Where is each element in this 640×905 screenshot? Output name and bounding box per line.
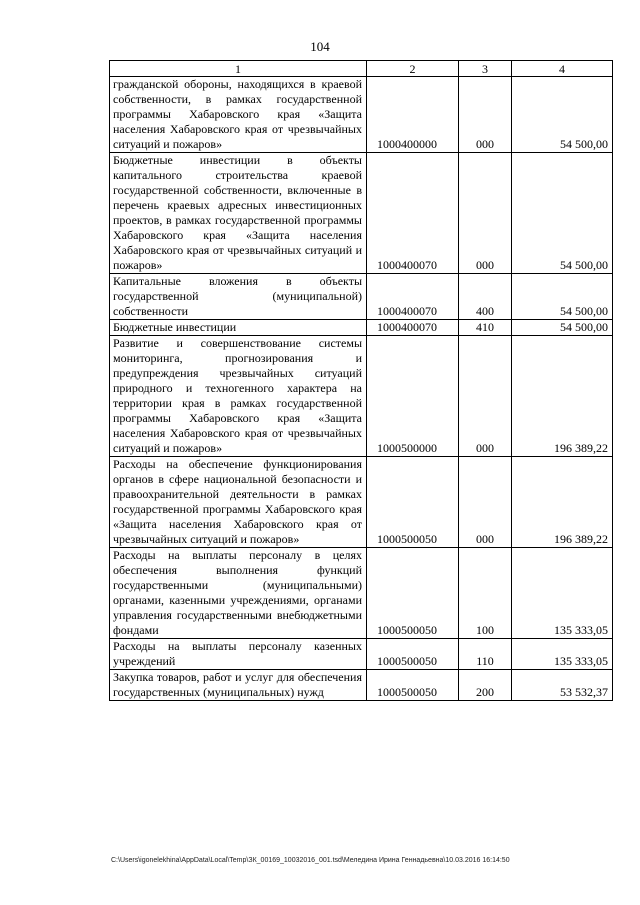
table-header-row bbox=[110, 61, 613, 77]
table-row bbox=[110, 639, 613, 670]
row-amount: 53 532,37 bbox=[512, 670, 613, 701]
row-description: Развитие и совершенствование системы мониторинга, прогнозирования и предупреждения чрезвычайных ситуаций природного и техногенного характера на территории края в рамках государственной программы Хабаровского края «Защита населения Хабаровского края от чрезвычайных ситуаций и пожаров» bbox=[110, 336, 367, 457]
row-description: Бюджетные инвестиции в объекты капитального строительства краевой государственной собственности, включенные в перечень краевых адресных инвестиционных проектов, в рамках государственной программы Хабаровского края «Защита населения Хабаровского края от чрезвычайных ситуаций и пожаров» bbox=[110, 153, 367, 274]
table-row bbox=[110, 548, 613, 639]
row-amount: 196 389,22 bbox=[512, 457, 613, 548]
table-row bbox=[110, 336, 613, 457]
row-description: Закупка товаров, работ и услуг для обеспечения государственных (муниципальных) нужд bbox=[110, 670, 367, 701]
row-expense-type: 000 bbox=[459, 336, 512, 457]
row-amount: 54 500,00 bbox=[512, 153, 613, 274]
file-path-footer: C:\Users\igonelekhina\AppData\Local\Temp\ЗК_00169_10032016_001.tsd\Меледина Ирина Геннадьевна\10.03.2016 16:14:50 bbox=[111, 857, 510, 864]
row-expense-type: 400 bbox=[459, 274, 512, 320]
table-row bbox=[110, 153, 613, 274]
row-expense-type: 000 bbox=[459, 77, 512, 153]
row-description: Расходы на выплаты персоналу казенных учреждений bbox=[110, 639, 367, 670]
row-expense-type: 200 bbox=[459, 670, 512, 701]
row-target-code: 1000500050 bbox=[367, 670, 459, 701]
table-row bbox=[110, 274, 613, 320]
budget-table bbox=[109, 60, 613, 701]
row-description: гражданской обороны, находящихся в краевой собственности, в рамках государственной программы Хабаровского края «Защита населения Хабаровского края от чрезвычайных ситуаций и пожаров» bbox=[110, 77, 367, 153]
row-expense-type: 000 bbox=[459, 457, 512, 548]
row-amount: 54 500,00 bbox=[512, 77, 613, 153]
row-expense-type: 100 bbox=[459, 548, 512, 639]
row-amount: 54 500,00 bbox=[512, 320, 613, 336]
row-description: Расходы на обеспечение функционирования органов в сфере национальной безопасности и правоохранительной деятельности в рамках государственной программы Хабаровского края «Защита населения Хабаровского края от чрезвычайных ситуаций и пожаров» bbox=[110, 457, 367, 548]
row-target-code: 1000400070 bbox=[367, 153, 459, 274]
row-expense-type: 000 bbox=[459, 153, 512, 274]
header-col-4: 4 bbox=[512, 61, 613, 77]
page-number: 104 bbox=[310, 39, 330, 54]
table-row bbox=[110, 670, 613, 701]
table-row bbox=[110, 457, 613, 548]
row-description: Капитальные вложения в объекты государственной (муниципальной) собственности bbox=[110, 274, 367, 320]
row-description: Расходы на выплаты персоналу в целях обеспечения выполнения функций государственными (муниципальными) органами, казенными учреждениями, органами управления государственными внебюджетными фондами bbox=[110, 548, 367, 639]
row-target-code: 1000500050 bbox=[367, 548, 459, 639]
row-amount: 54 500,00 bbox=[512, 274, 613, 320]
row-target-code: 1000400070 bbox=[367, 274, 459, 320]
row-target-code: 1000500000 bbox=[367, 336, 459, 457]
table-row bbox=[110, 77, 613, 153]
header-col-2: 2 bbox=[367, 61, 459, 77]
row-target-code: 1000500050 bbox=[367, 639, 459, 670]
header-col-1: 1 bbox=[110, 61, 367, 77]
row-amount: 135 333,05 bbox=[512, 548, 613, 639]
row-amount: 135 333,05 bbox=[512, 639, 613, 670]
row-expense-type: 110 bbox=[459, 639, 512, 670]
header-col-3: 3 bbox=[459, 61, 512, 77]
row-target-code: 1000400000 bbox=[367, 77, 459, 153]
row-expense-type: 410 bbox=[459, 320, 512, 336]
row-target-code: 1000400070 bbox=[367, 320, 459, 336]
row-amount: 196 389,22 bbox=[512, 336, 613, 457]
row-target-code: 1000500050 bbox=[367, 457, 459, 548]
row-description: Бюджетные инвестиции bbox=[110, 320, 367, 336]
table-row bbox=[110, 320, 613, 336]
